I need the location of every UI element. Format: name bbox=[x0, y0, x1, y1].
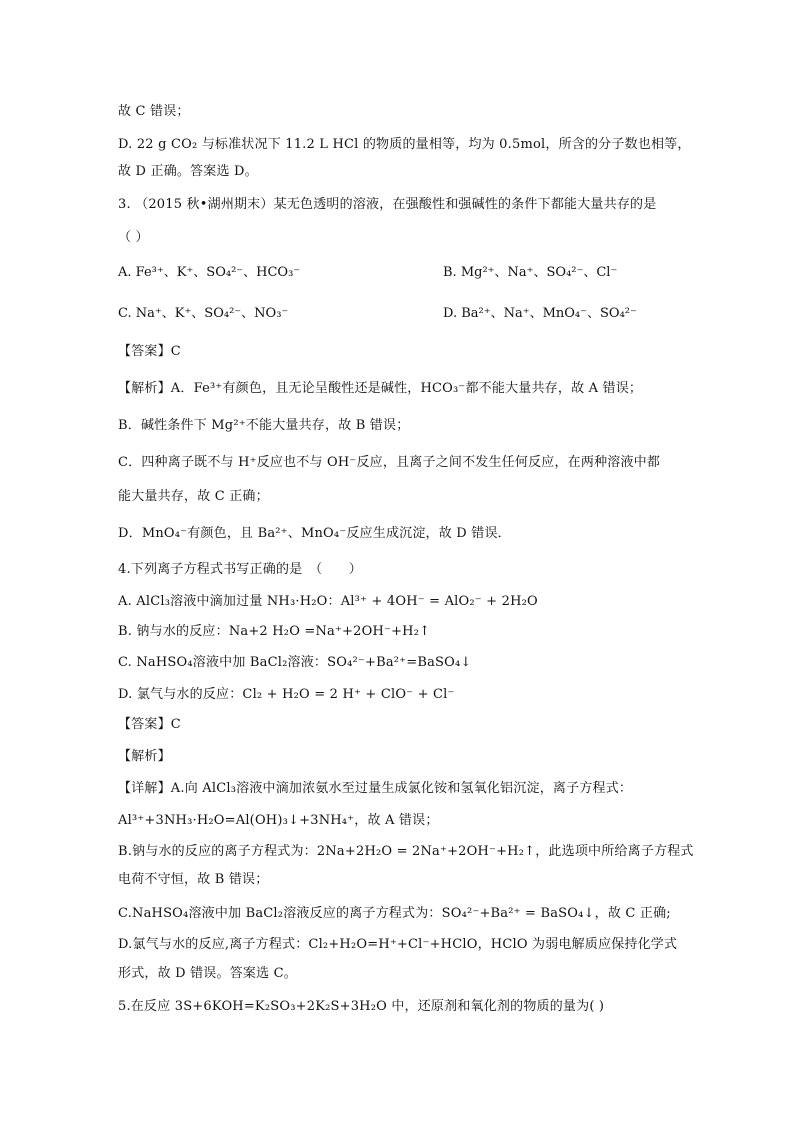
text-line: 故 D 正确。答案选 D。 bbox=[118, 164, 258, 179]
q3-explanation-line: B．碱性条件下 Mg²⁺不能大量共存，故 B 错误； bbox=[118, 418, 410, 433]
q3-answer: 【答案】C bbox=[118, 344, 181, 359]
q4-explanation-line: B.钠与水的反应的离子方程式为：2Na+2H₂O = 2Na⁺+2OH⁻+H₂↑，此选项中所给离子方程式 bbox=[118, 844, 694, 859]
q4-explanation-line: 形式，故 D 错误。答案选 C。 bbox=[118, 966, 297, 981]
q4-jiexi-heading: 【解析】 bbox=[118, 749, 171, 764]
q4-option-b: B. 钠与水的反应：Na+2 H₂O =Na⁺+2OH⁻+H₂↑ bbox=[118, 624, 431, 639]
q4-explanation-line: C.NaHSO₄溶液中加 BaCl₂溶液反应的离子方程式为：SO₄²⁻+Ba²⁺ = BaSO₄↓，故 C 正确; bbox=[118, 906, 671, 921]
question-3-stem: 3. （2015 秋•湖州期末）某无色透明的溶液，在强酸性和强碱性的条件下都能大量共存的是 bbox=[118, 197, 657, 212]
q3-option-b: B. Mg²⁺、Na⁺、SO₄²⁻、Cl⁻ bbox=[443, 265, 618, 280]
question-3-blank: （ ） bbox=[118, 230, 149, 245]
q4-explanation-line: D.氯气与水的反应,离子方程式：Cl₂+H₂O=H⁺+Cl⁻+HClO，HClO 为弱电解质应保持化学式 bbox=[118, 937, 678, 952]
q3-explanation-line: D．MnO₄⁻有颜色，且 Ba²⁺、MnO₄⁻反应生成沉淀，故 D 错误． bbox=[118, 526, 511, 541]
q4-explanation-line: Al³⁺+3NH₃·H₂O=Al(OH)₃↓+3NH₄⁺，故 A 错误； bbox=[118, 813, 439, 828]
question-5-stem: 5.在反应 3S+6KOH=K₂SO₃+2K₂S+3H₂O 中，还原剂和氧化剂的物质的量为( ) bbox=[118, 999, 605, 1014]
q4-option-a: A. AlCl₃溶液中滴加过量 NH₃·H₂O：Al³⁺ + 4OH⁻ = AlO₂⁻ + 2H₂O bbox=[118, 594, 538, 609]
q3-option-d: D. Ba²⁺、Na⁺、MnO₄⁻、SO₄²⁻ bbox=[443, 306, 637, 321]
question-4-stem: 4.下列离子方程式书写正确的是 （ ） bbox=[118, 562, 362, 577]
q3-option-c: C. Na⁺、K⁺、SO₄²⁻、NO₃⁻ bbox=[118, 306, 289, 321]
q3-explanation-line: C．四种离子既不与 H⁺反应也不与 OH⁻反应，且离子之间不发生任何反应，在两种溶液中都 bbox=[118, 455, 661, 470]
text-line: D. 22 g CO₂ 与标准状况下 11.2 L HCl 的物质的量相等，均为 0.5mol，所含的分子数也相等， bbox=[118, 137, 691, 152]
text-line: 故 C 错误； bbox=[118, 104, 190, 119]
q4-option-d: D. 氯气与水的反应：Cl₂ + H₂O = 2 H⁺ + ClO⁻ + Cl⁻ bbox=[118, 687, 455, 702]
q3-explanation-line: 【解析】A．Fe³⁺有颜色，且无论呈酸性还是碱性，HCO₃⁻都不能大量共存，故 A 错误； bbox=[118, 381, 643, 396]
q4-explanation-line: 【详解】A.向 AlCl₃溶液中滴加浓氨水至过量生成氯化铵和氢氧化铝沉淀，离子方程式： bbox=[118, 781, 633, 796]
q4-answer: 【答案】C bbox=[118, 717, 181, 732]
q3-option-a: A. Fe³⁺、K⁺、SO₄²⁻、HCO₃⁻ bbox=[118, 265, 301, 280]
q4-option-c: C. NaHSO₄溶液中加 BaCl₂溶液：SO₄²⁻+Ba²⁺=BaSO₄↓ bbox=[118, 655, 472, 670]
q4-explanation-line: 电荷不守恒，故 B 错误； bbox=[118, 872, 269, 887]
q3-explanation-line: 能大量共存，故 C 正确； bbox=[118, 489, 269, 504]
